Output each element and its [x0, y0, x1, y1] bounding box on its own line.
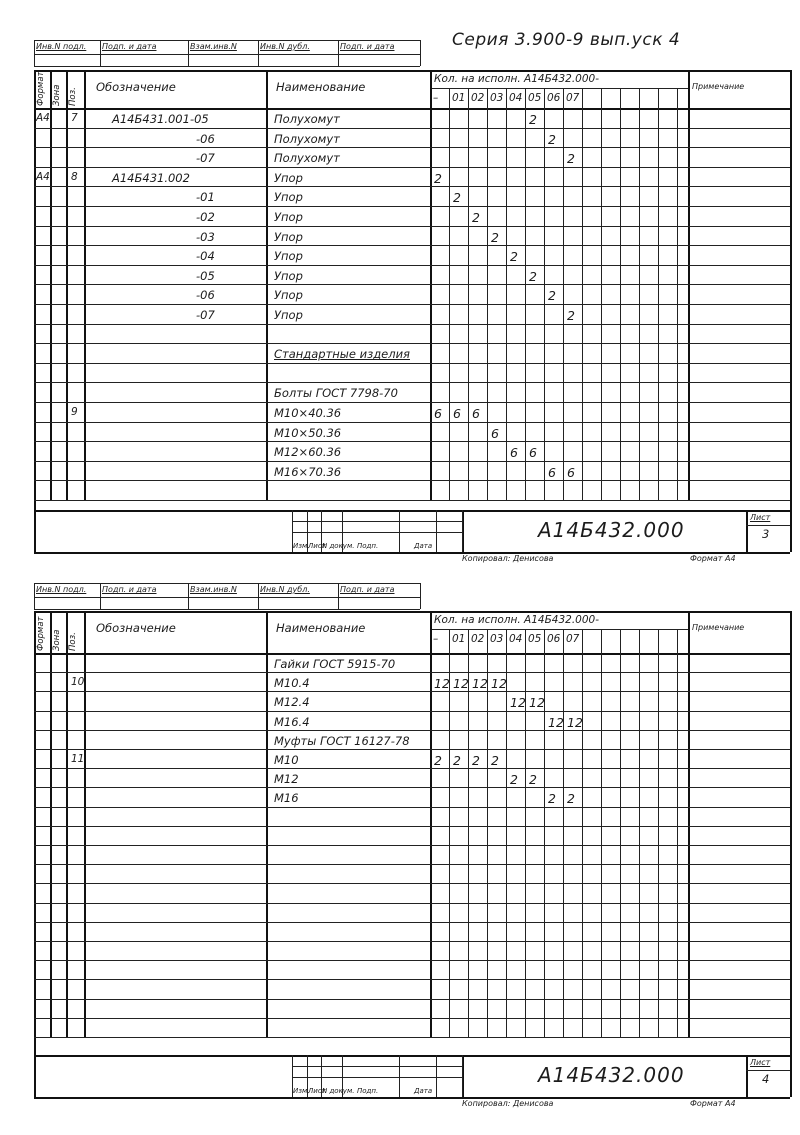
grid-vline [34, 611, 36, 1097]
row-name: М10.4 [274, 676, 310, 691]
note-header: Примечание [692, 623, 745, 632]
grid-hline [34, 597, 420, 598]
grid-hline [34, 960, 790, 961]
grid-hline [34, 583, 420, 584]
grid-vline [338, 40, 339, 66]
grid-hline [746, 525, 790, 526]
grid-hline [34, 730, 790, 731]
row-qty: 2 [567, 791, 575, 807]
pos-header: Поз. [68, 632, 78, 651]
grid-hline [34, 382, 790, 383]
row-designation: -06 [196, 131, 215, 146]
grid-hline [34, 461, 790, 462]
row-qty: 12 [567, 714, 583, 730]
grid-vline [420, 40, 421, 66]
grid-vline [84, 611, 86, 1037]
row-name: М16.4 [274, 714, 310, 729]
pos-header: Поз. [68, 87, 78, 106]
grid-vline [50, 611, 52, 1037]
row-qty: 12 [434, 676, 450, 692]
inventory-stamp-label: Инв.N дубл. [260, 42, 310, 51]
grid-hline [34, 480, 790, 481]
format-label: Формат А4 [690, 554, 736, 563]
grid-vline [449, 88, 450, 500]
row-qty: 6 [491, 425, 499, 441]
format-header: Формат [36, 616, 46, 651]
row-qty: 2 [472, 753, 480, 768]
row-designation: -07 [196, 308, 215, 322]
grid-vline [34, 40, 35, 66]
grid-vline [639, 629, 640, 1037]
grid-vline [790, 70, 792, 552]
grid-vline [544, 88, 545, 500]
row-qty: 2 [491, 229, 499, 245]
sheet-number: 3 [762, 527, 770, 541]
grid-vline [188, 40, 189, 66]
row-name: М12 [274, 772, 299, 787]
row-name: Болты ГОСТ 7798-70 [274, 386, 398, 401]
row-qty: 2 [529, 772, 537, 788]
grid-hline [34, 711, 790, 712]
grid-hline [34, 609, 420, 610]
name-header: Наименование [276, 80, 366, 94]
row-qty: 6 [529, 445, 537, 461]
row-qty: 6 [434, 406, 442, 421]
grid-hline [34, 749, 790, 750]
row-qty: 2 [529, 112, 537, 127]
grid-hline [34, 883, 790, 884]
row-designation: -07 [196, 151, 215, 166]
grid-hline [34, 552, 790, 554]
grid-vline [525, 88, 526, 500]
qty-column-header: 06 [547, 633, 561, 645]
qty-header: Кол. на исполн. А14Б432.000- [434, 614, 599, 626]
inventory-stamp-label: Подп. и дата [340, 42, 395, 51]
grid-hline [34, 807, 790, 808]
stamp-label: Лист [308, 1087, 326, 1095]
grid-hline [34, 903, 790, 904]
grid-hline [34, 422, 790, 423]
stamp-label: Дата [414, 1087, 433, 1095]
grid-hline [34, 1097, 790, 1099]
grid-vline [468, 88, 469, 500]
row-name: Упор [274, 229, 303, 244]
grid-vline [688, 611, 690, 1037]
grid-hline [34, 54, 420, 55]
row-designation: А14Б431.001-05 [112, 112, 209, 126]
note-header: Примечание [692, 82, 745, 91]
grid-vline [746, 510, 748, 552]
grid-hline [34, 941, 790, 942]
grid-vline [563, 88, 564, 500]
grid-vline [258, 40, 259, 66]
grid-vline [563, 629, 564, 1037]
qty-column-header: 01 [452, 633, 466, 645]
row-name: Упор [274, 210, 303, 224]
grid-hline [34, 826, 790, 827]
row-qty: 12 [491, 676, 507, 692]
grid-hline [292, 521, 462, 522]
grid-hline [34, 128, 790, 129]
grid-hline [746, 1070, 790, 1071]
row-qty: 2 [434, 170, 442, 186]
row-qty: 12 [472, 676, 488, 692]
grid-vline [620, 629, 621, 1037]
grid-hline [34, 864, 790, 865]
designation-header: Обозначение [96, 80, 176, 94]
zone-header: Зона [52, 84, 62, 106]
row-name: М10 [274, 753, 299, 767]
row-qty: 2 [548, 791, 556, 807]
grid-vline [620, 88, 621, 500]
row-name: М12×60.36 [274, 445, 342, 460]
grid-hline [34, 510, 790, 512]
row-name: Полухомут [274, 112, 340, 126]
row-name: Упор [274, 288, 303, 303]
inventory-stamp-label: Инв.N дубл. [260, 585, 310, 594]
grid-vline [677, 88, 678, 500]
grid-hline [34, 768, 790, 769]
row-position: 7 [71, 112, 78, 124]
format-header: Формат [36, 71, 46, 106]
row-name: М10×40.36 [274, 406, 342, 420]
grid-vline [658, 88, 659, 500]
series-title: Серия 3.900-9 вып.уск 4 [452, 30, 681, 50]
row-name: Стандартные изделия [274, 347, 410, 362]
row-qty: 2 [567, 151, 575, 167]
grid-vline [34, 583, 35, 609]
grid-hline [34, 284, 790, 285]
document-code: А14Б432.000 [538, 518, 685, 542]
qty-column-header: 04 [509, 633, 523, 645]
row-qty: 6 [472, 406, 480, 421]
grid-vline [100, 583, 101, 609]
grid-vline [487, 88, 488, 500]
row-name: Гайки ГОСТ 5915-70 [274, 657, 396, 671]
format-label: Формат А4 [690, 1099, 736, 1108]
grid-hline [292, 532, 462, 533]
row-designation: -04 [196, 249, 215, 264]
grid-vline [582, 629, 583, 1037]
qty-header: Кол. на исполн. А14Б432.000- [434, 73, 599, 85]
row-qty: 2 [567, 308, 575, 323]
grid-hline [34, 611, 790, 613]
grid-hline [34, 672, 790, 673]
row-qty: 2 [453, 190, 461, 206]
qty-column-header: 06 [547, 92, 561, 104]
inventory-stamp-label: Взам.инв.N [190, 42, 237, 51]
qty-column-header: 02 [471, 92, 485, 104]
row-name: Полухомут [274, 131, 340, 146]
stamp-label: N докум. [322, 542, 355, 550]
row-qty: 2 [434, 753, 442, 768]
row-designation: -01 [196, 190, 215, 205]
grid-vline [436, 1055, 437, 1097]
row-qty: 2 [510, 772, 518, 788]
row-qty: 2 [453, 753, 461, 768]
row-designation: -02 [196, 210, 215, 224]
grid-hline [34, 922, 790, 923]
grid-hline [292, 1077, 462, 1078]
row-name: Упор [274, 268, 303, 283]
grid-vline [462, 1055, 463, 1097]
qty-column-header: 05 [528, 92, 542, 104]
grid-hline [34, 245, 790, 246]
grid-hline [34, 402, 790, 403]
grid-hline [34, 691, 790, 692]
sheet-label: Лист [750, 513, 771, 522]
row-qty: 2 [529, 268, 537, 284]
row-position: 9 [71, 406, 78, 418]
row-name: Упор [274, 190, 303, 205]
row-qty: 6 [548, 464, 556, 480]
stamp-label: N докум. [322, 1087, 355, 1095]
grid-vline [525, 629, 526, 1037]
copied-by: Копировал: Денисова [462, 1099, 554, 1108]
row-name: М10×50.36 [274, 425, 342, 440]
inventory-stamp-label: Подп. и дата [102, 585, 157, 594]
grid-vline [601, 88, 602, 500]
grid-hline [34, 999, 790, 1000]
qty-column-header: 07 [566, 92, 580, 104]
row-qty: 12 [548, 714, 564, 730]
qty-column-header: 01 [452, 92, 466, 104]
grid-vline [266, 611, 268, 1037]
grid-hline [34, 147, 790, 148]
qty-column-header: 05 [528, 633, 542, 645]
sheet-label: Лист [750, 1058, 771, 1067]
grid-vline [436, 510, 437, 552]
grid-hline [34, 845, 790, 846]
row-format: А4 [36, 112, 50, 124]
inventory-stamp-label: Инв.N подл. [36, 585, 87, 594]
grid-vline [790, 611, 792, 1097]
grid-vline [420, 583, 421, 609]
qty-column-header: 07 [566, 633, 580, 645]
inventory-stamp-label: Инв.N подл. [36, 42, 87, 51]
name-header: Наименование [276, 621, 366, 635]
grid-vline [677, 629, 678, 1037]
stamp-label: Дата [414, 542, 433, 550]
zone-header: Зона [52, 629, 62, 651]
row-position: 11 [71, 753, 85, 765]
row-name: Упор [274, 170, 303, 185]
qty-column-header: 02 [471, 633, 485, 645]
grid-vline [66, 611, 68, 1037]
stamp-label: Изм. [293, 1087, 310, 1095]
row-name: Муфты ГОСТ 16127-78 [274, 733, 410, 748]
spec-sheet-4 [0, 567, 800, 1134]
row-name: М16×70.36 [274, 464, 342, 479]
row-designation: -06 [196, 288, 215, 303]
grid-hline [292, 1066, 462, 1067]
row-name: Упор [274, 249, 303, 264]
grid-vline [462, 510, 463, 552]
designation-header: Обозначение [96, 621, 176, 635]
qty-column-header: 03 [490, 633, 504, 645]
grid-vline [582, 88, 583, 500]
row-designation: А14Б431.002 [112, 170, 190, 185]
qty-column-header: – [433, 633, 439, 645]
stamp-label: Лист [308, 542, 326, 550]
grid-vline [338, 583, 339, 609]
row-name: Упор [274, 308, 303, 322]
qty-column-header: 03 [490, 92, 504, 104]
row-format: А4 [36, 170, 50, 183]
inventory-stamp-label: Взам.инв.N [190, 585, 237, 594]
grid-vline [430, 611, 432, 1037]
document-code: А14Б432.000 [538, 1063, 685, 1087]
grid-hline [34, 1018, 790, 1019]
grid-vline [100, 40, 101, 66]
grid-hline [34, 265, 790, 266]
row-qty: 6 [453, 406, 461, 421]
grid-vline [188, 583, 189, 609]
grid-vline [506, 88, 507, 500]
grid-vline [639, 88, 640, 500]
row-name: Полухомут [274, 151, 340, 166]
grid-vline [399, 510, 400, 552]
row-qty: 2 [510, 249, 518, 265]
qty-column-header: 04 [509, 92, 523, 104]
copied-by: Копировал: Денисова [462, 554, 554, 563]
grid-hline [34, 304, 790, 305]
grid-vline [601, 629, 602, 1037]
grid-hline [34, 186, 790, 187]
row-qty: 2 [472, 210, 480, 225]
grid-vline [258, 583, 259, 609]
row-name: М12.4 [274, 695, 310, 710]
row-name: М16 [274, 791, 299, 806]
row-qty: 2 [548, 288, 556, 304]
grid-hline [34, 167, 790, 168]
grid-hline [34, 787, 790, 788]
grid-vline [399, 1055, 400, 1097]
grid-hline [34, 500, 790, 501]
grid-hline [34, 1037, 790, 1038]
row-qty: 12 [510, 695, 526, 711]
row-position: 8 [71, 170, 78, 183]
row-position: 10 [71, 676, 85, 689]
grid-hline [34, 70, 790, 72]
qty-column-header: – [433, 92, 439, 104]
grid-vline [658, 629, 659, 1037]
grid-hline [34, 206, 790, 207]
row-designation: -03 [196, 229, 215, 244]
row-qty: 12 [453, 676, 469, 692]
stamp-label: Изм. [293, 542, 310, 550]
grid-hline [34, 363, 790, 364]
grid-hline [34, 441, 790, 442]
stamp-label: Подп. [357, 1087, 379, 1095]
row-qty: 6 [510, 445, 518, 461]
stamp-label: Подп. [357, 542, 379, 550]
grid-hline [34, 1055, 790, 1057]
row-qty: 2 [548, 131, 556, 147]
grid-hline [34, 324, 790, 325]
sheet-number: 4 [762, 1072, 770, 1086]
row-designation: -05 [196, 268, 215, 283]
row-qty: 6 [567, 464, 575, 480]
inventory-stamp-label: Подп. и дата [340, 585, 395, 594]
grid-hline [34, 40, 420, 41]
grid-vline [746, 1055, 748, 1097]
spec-sheet-3 [0, 0, 800, 567]
grid-hline [34, 343, 790, 344]
grid-hline [34, 66, 420, 67]
row-qty: 2 [491, 753, 499, 768]
grid-hline [34, 979, 790, 980]
row-qty: 12 [529, 695, 545, 711]
grid-hline [34, 226, 790, 227]
inventory-stamp-label: Подп. и дата [102, 42, 157, 51]
grid-vline [544, 629, 545, 1037]
